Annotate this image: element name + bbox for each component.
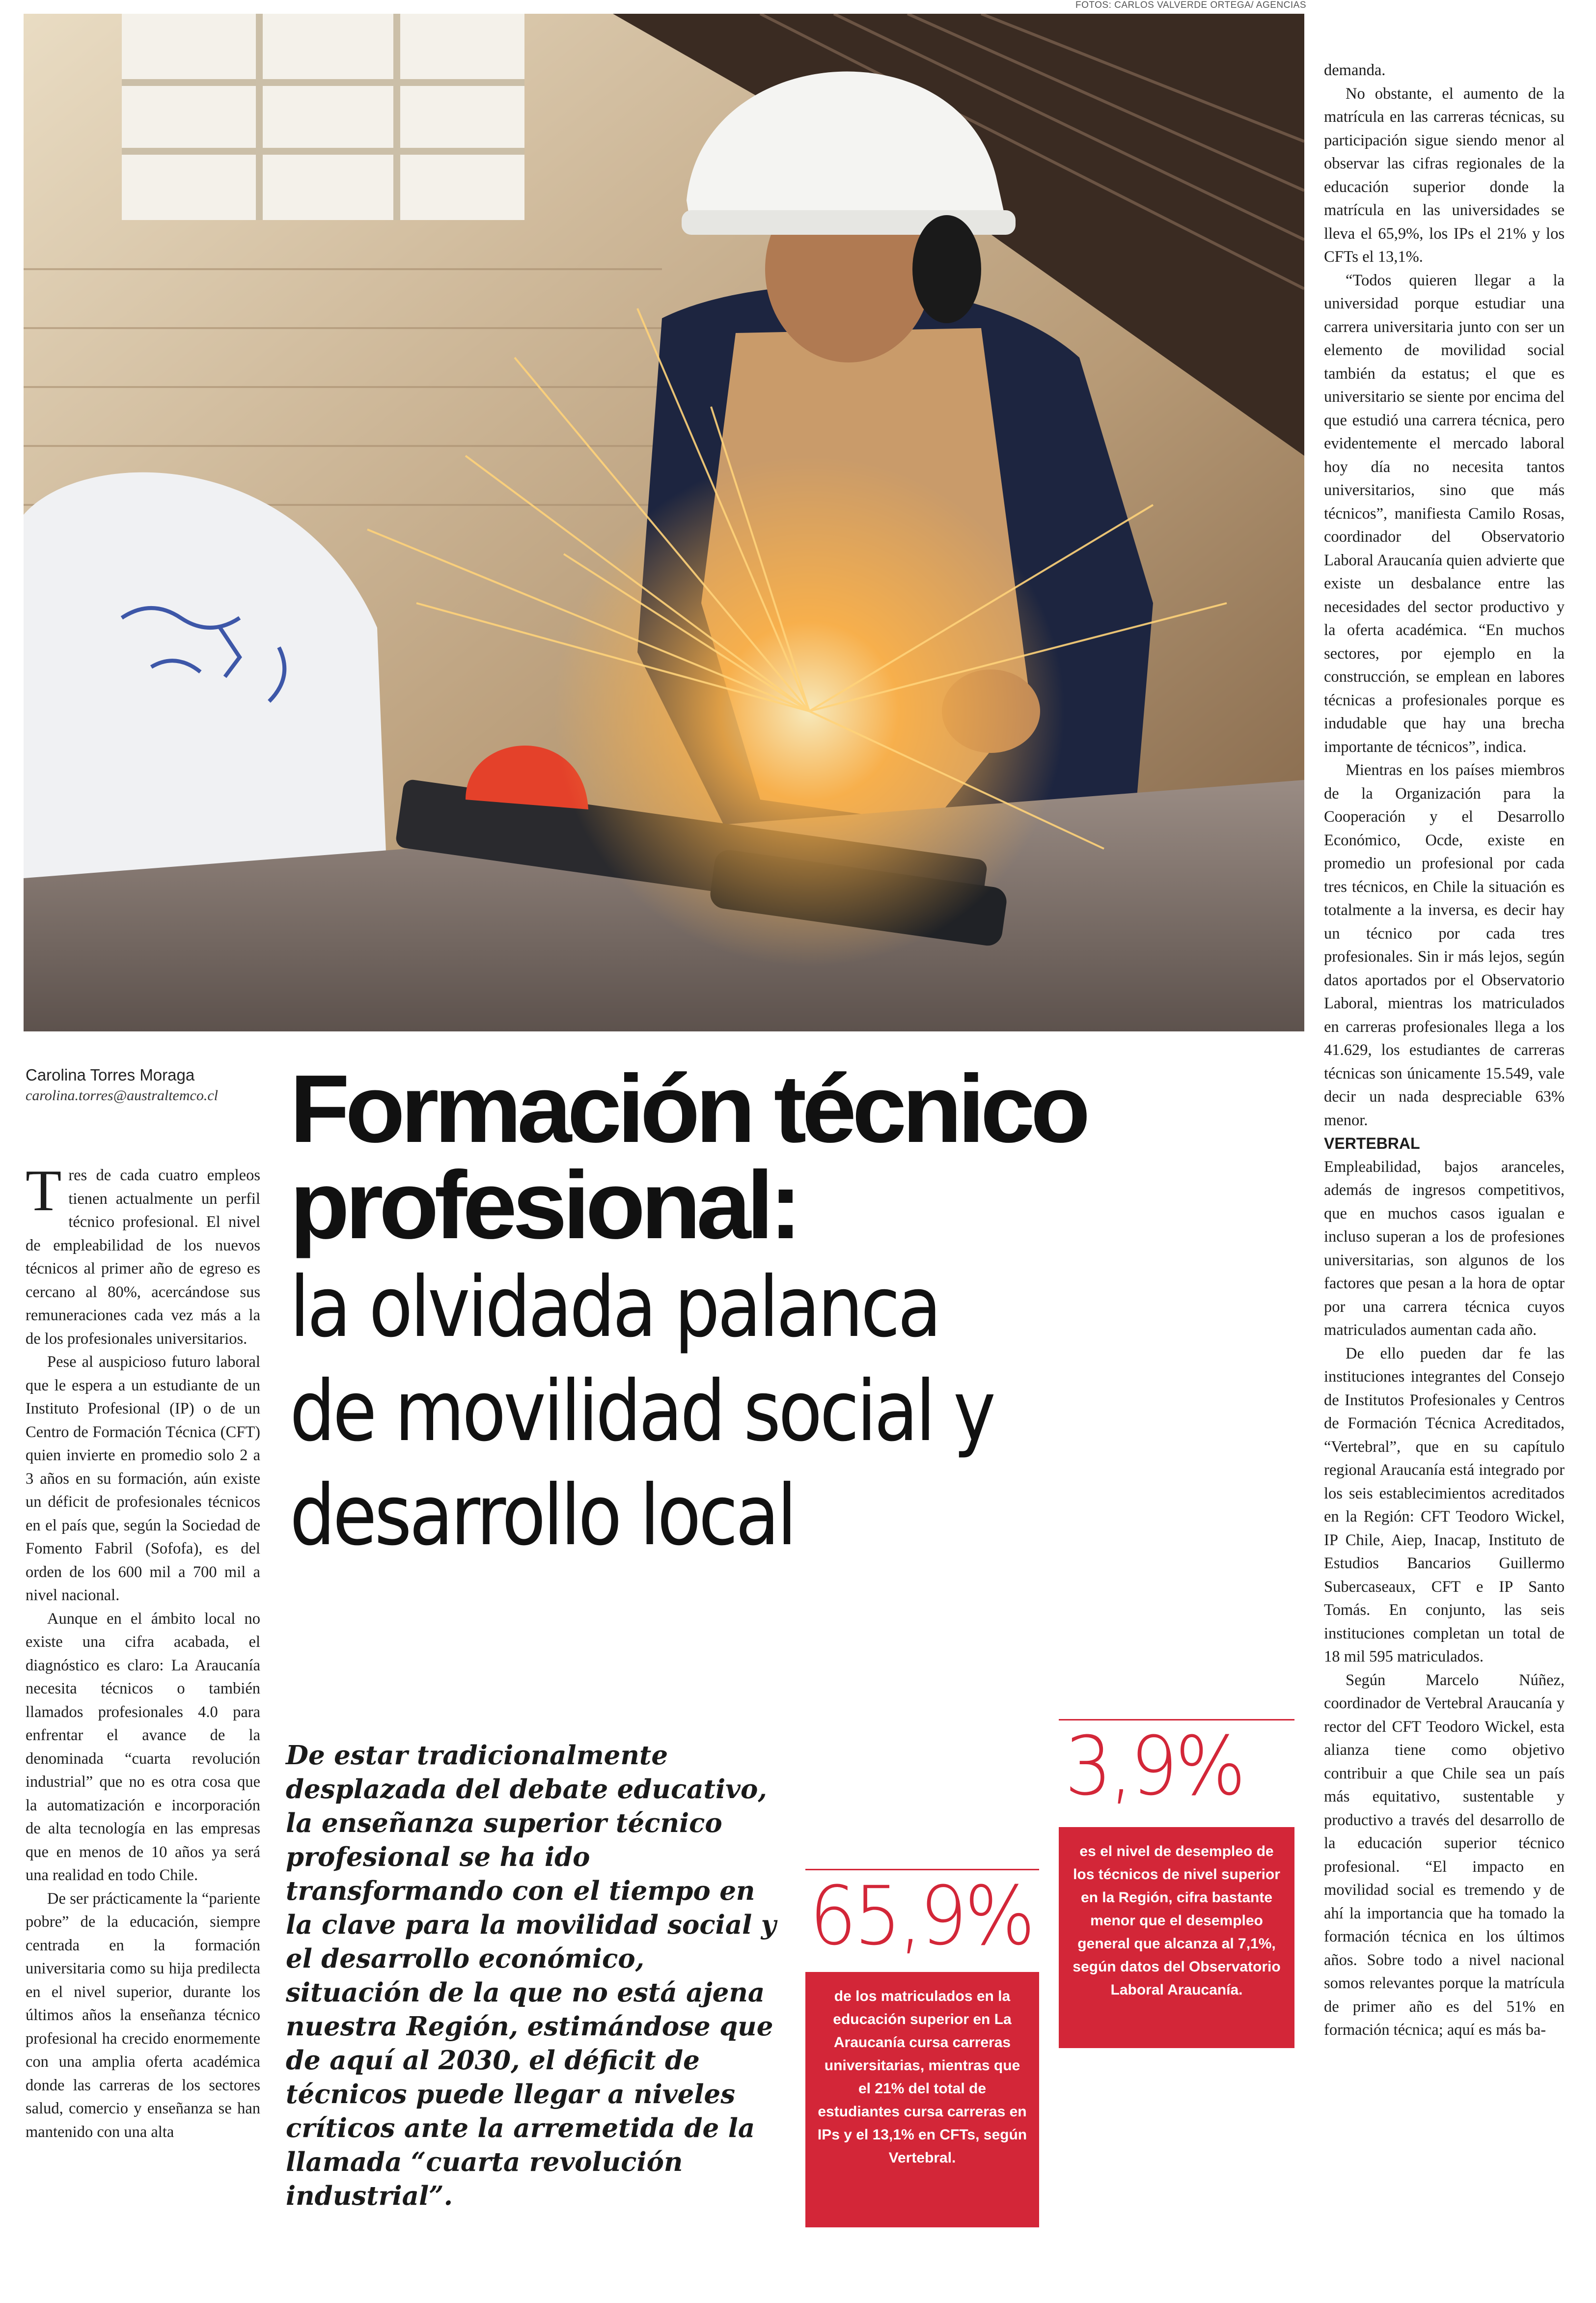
paragraph: Aunque en el ámbito local no existe una cifra acabada, el diagnóstico es claro: La Araucanía necesita técnicos o también llamados profesionales 4.0 para enfrentar el avance de la denominada “cuarta revolución industrial” que no es otra cosa que la automatización e incorporación de alta tecnología en las empresas que en menos de 10 años ya será una realidad en todo Chile.: [26, 1609, 260, 1884]
photo-credit: FOTOS: CARLOS VALVERDE ORTEGA/ AGENCIAS: [1075, 0, 1306, 10]
paragraph: De ser prácticamente la “pariente pobre” de la educación, siempre centrada en la formación universitaria como su hija predilecta en el nivel superior, durante los últimos años la enseñanza técnico profesional ha crecido enormemente con una amplia oferta académica donde las carreras de los sectores salud, comercio y enseñanza se han mantenido con una alta: [26, 1889, 260, 2141]
headline-bold-line-1: Formación técnico: [290, 1055, 1086, 1163]
headline-light-line-2: de movilidad social y: [290, 1363, 993, 1460]
headline-bold-line-2: profesional:: [290, 1151, 798, 1259]
paragraph-text: res de cada cuatro empleos tienen actualmente un perfil técnico profesional. El nivel de empleabilidad de los nuevos técnicos al primer año de egreso es cercano al 80%, acercándose sus remuneraciones cada vez más a la de los profesionales universitarios.: [26, 1166, 260, 1348]
photo-illustration: [24, 14, 1304, 1031]
welding-worker-photo: [24, 14, 1304, 1031]
paragraph: No obstante, el aumento de la matrícula en las carreras técnicas, su participación sigue siendo menor al observar las cifras regionales de la educación superior donde la matrícula en las universidades se lleva el 65,9%, los IPs el 21% y los CFTs el 13,1%.: [1324, 84, 1565, 266]
paragraph: demanda.: [1324, 61, 1386, 79]
byline: [26, 1066, 271, 1104]
author-name: Carolina Torres Moraga: [26, 1066, 195, 1084]
paragraph: Mientras en los países miembros de la Organización para la Cooperación y el Desarrollo Económico, Ocde, existe en promedio un profesional por cada tres técnicos, en Chile la situación es totalmente a la inversa, es decir hay un técnico por cada tres profesionales. Sin ir más lejos, según datos aportados por el Observatorio Laboral, mientras los matriculados en carreras profesionales llega a los 41.629, los estudiantes de carreras técnicas son únicamente 15.549, vale decir un nada despreciable 63% menor.: [1324, 761, 1565, 1129]
paragraph: Según Marcelo Núñez, coordinador de Vertebral Araucanía y rector del CFT Teodoro Wickel, esta alianza tiene como objetivo contribuir a que Chile sea un país más equitativo, sustentable y productivo a través del desarrollo de la educación superior técnico profesional. “El impacto en movilidad social es tremendo y de ahí la importancia que ha tomado la formación técnica en los últimos años. Sobre todo a nivel nacional somos relevantes porque la matrícula de primer año es del 51% en formación técnica; aquí es más ba-: [1324, 1671, 1565, 2039]
stat-description: es el nivel de desempleo de los técnicos de nivel superior en la Región, cifra bastante menor que el desempleo general que alcanza al 7,1%, según datos del Observatorio Laboral Araucanía.: [1059, 1827, 1294, 2048]
paragraph: “Todos quieren llegar a la universidad porque estudiar una carrera universitaria junto con ser un elemento de movilidad social también da estatus; el que es universitario se siente por encima del que estudió una carrera técnica, pero evidentemente el mercado laboral hoy día no necesita tantos universitarios, sino que más técnicos”, manifiesta Camilo Rosas, coordinador del Observatorio Laboral Araucanía quien advierte que existe un desbalance entre las necesidades del sector productivo y la oferta académica. “En muchos sectores, por ejemplo en la construcción, se emplean en labores técnicas a profesionales porque es indudable que hay una brecha importante de técnicos”, indica.: [1324, 271, 1565, 756]
headline: [290, 1055, 1301, 1566]
headline-light-line-3: desarrollo local: [290, 1467, 795, 1564]
lead-paragraph: De estar tradicionalmente desplazada del debate educativo, la enseñanza superior técnico profesional se ha ido transformando con el tiempo en la clave para la movilidad social y el desarrollo económico, situación de la que no está ajena nuestra Región, estimándose que de aquí al 2030, el déficit de técnicos puede llegar a niveles críticos ante la arremetida de la llamada “cuarta revolución industrial”.: [286, 1740, 776, 2211]
body-column-left: [26, 1158, 260, 2144]
section-subhead: VERTEBRAL: [1324, 1135, 1420, 1152]
paragraph: Empleabilidad, bajos aranceles, además de ingresos competitivos, que en muchos casos igualan e incluso superan a los de profesiones universitarias, son algunos de los factores que pesan a la hora de optar por una carrera técnica cuyos matriculados aumentan cada año.: [1324, 1158, 1565, 1339]
paragraph: De ello pueden dar fe las instituciones integrantes del Consejo de Institutos Profesionales y Centros de Formación Técnica Acreditados, “Vertebral”, que en su capítulo regional Araucanía está integrado por los seis establecimientos acreditados en la Región: CFT Teodoro Wickel, IP Chile, Aiep, Inacap, Instituto de Estudios Bancarios Guillermo Subercaseaux, CFT e IP Santo Tomás. En conjunto, las seis instituciones completan un total de 18 mil 595 matriculados.: [1324, 1344, 1565, 1665]
paragraph: Pese al auspicioso futuro laboral que le espera a un estudiante de un Instituto Profesional (IP) o de un Centro de Formación Técnica (CFT) quien invierte en promedio solo 2 a 3 años en su formación, aún existe un déficit de profesionales técnicos en el país que, según la Sociedad de Fomento Fabril (Sofofa), es del orden de los 600 mil a 700 mil a nivel nacional.: [26, 1353, 260, 1604]
paragraph: [26, 1158, 260, 1351]
stat-value: 3,9%: [1065, 1719, 1243, 1813]
author-email: carolina.torres@australtemco.cl: [26, 1087, 219, 1104]
headline-light-line-1: la olvidada palanca: [290, 1259, 939, 1356]
stat-value: 65,9%: [809, 1869, 1033, 1963]
body-column-right: [1324, 59, 1565, 2042]
stat-description: de los matriculados en la educación superior en La Araucanía cursa carreras universitarias, mientras que el 21% del total de estudiantes cursa carreras en IPs y el 13,1% en CFTs, según Vertebral.: [805, 1972, 1039, 2227]
drop-cap: T: [26, 1158, 62, 1223]
